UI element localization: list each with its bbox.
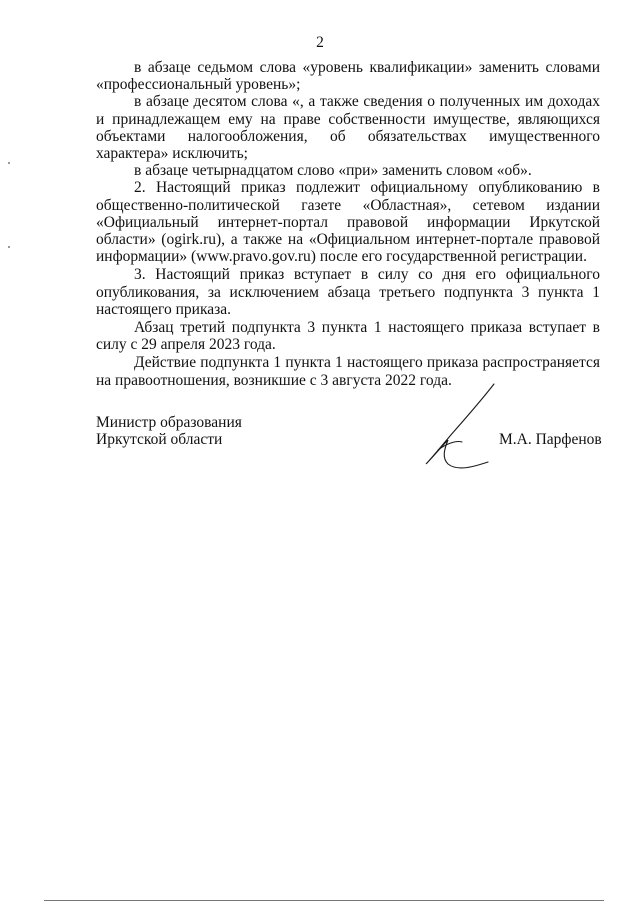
scan-speck bbox=[8, 246, 10, 248]
scan-speck bbox=[8, 162, 10, 164]
bottom-rule bbox=[44, 900, 604, 901]
page-number: 2 bbox=[316, 34, 324, 51]
signatory-position-line2: Иркутской области bbox=[96, 431, 223, 448]
signatory-position bbox=[96, 414, 242, 448]
handwritten-signature bbox=[418, 380, 518, 476]
paragraph-retroactive: Действие подпункта 1 пункта 1 настоящего приказа распространяется на правоотношения, возникшие с 3 августа 2022 года. bbox=[96, 354, 600, 389]
signatory-position-line1: Министр образования bbox=[96, 414, 242, 431]
signatory-name: М.А. Парфенов bbox=[499, 431, 602, 448]
document-body bbox=[96, 59, 600, 389]
paragraph-effective-date: 3. Настоящий приказ вступает в силу со дня его официального опубликования, за исключением абзаца третьего подпункта 3 пункта 1 настоящего приказа. bbox=[96, 266, 600, 318]
paragraph-effective-exception: Абзац третий подпункта 3 пункта 1 настоящего приказа вступает в силу с 29 апреля 2023 года. bbox=[96, 319, 600, 354]
paragraph-amend-7: в абзаце седьмом слова «уровень квалификации» заменить словами «профессиональный уровень»; bbox=[96, 59, 600, 94]
paragraph-publication: 2. Настоящий приказ подлежит официальному опубликованию в общественно-политической газете «Областная», сетевом издании «Официальный интернет-портал правовой информации Иркутской области» (ogirk.ru), а также на «Официальном интернет-портале правовой информации» (www.pravo.gov.ru) после его государственной регистрации. bbox=[96, 179, 600, 266]
paragraph-amend-10: в абзаце десятом слова «, а также сведения о полученных им доходах и принадлежащем ему на праве собственности имуществе, являющихся объектами налогообложения, об обязательствах имущественного характера» исключить; bbox=[96, 93, 600, 163]
paragraph-amend-14: в абзаце четырнадцатом слово «при» заменить словом «об». bbox=[134, 162, 532, 180]
